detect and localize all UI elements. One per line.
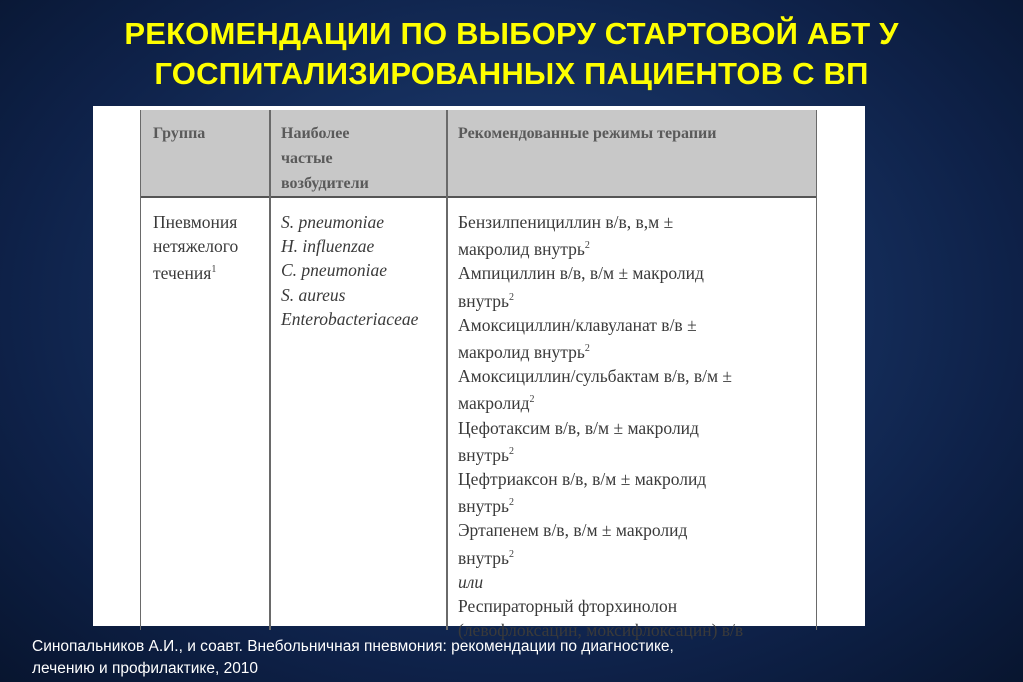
cell-pathogens bbox=[281, 210, 418, 331]
regimen-footnote-mark: 2 bbox=[584, 343, 590, 355]
regimen-line-text: внутрь bbox=[458, 547, 509, 568]
cell-group bbox=[153, 210, 238, 286]
regimen-line bbox=[458, 543, 743, 570]
cell-regimens bbox=[458, 210, 743, 642]
slide-title-line-2: ГОСПИТАЛИЗИРОВАННЫХ ПАЦИЕНТОВ С ВП bbox=[154, 56, 869, 91]
regimen-line-text: внутрь bbox=[458, 290, 509, 311]
pathogen-item: S. pneumoniae bbox=[281, 212, 385, 232]
column-divider bbox=[446, 110, 448, 630]
regimen-line-text: внутрь bbox=[458, 444, 509, 465]
citation-footnote bbox=[32, 636, 992, 680]
regimen-footnote-mark: 2 bbox=[508, 497, 514, 509]
header-regimens bbox=[458, 121, 716, 146]
regimen-footnote-mark: 2 bbox=[508, 548, 514, 560]
regimen-line: Цефотаксим в/в, в/м ± макролид bbox=[458, 417, 699, 438]
pathogen-item: H. influenzae bbox=[281, 236, 375, 257]
regimen-line: Амоксициллин/сульбактам в/в, в/м ± bbox=[458, 366, 733, 387]
slide-title bbox=[0, 14, 1023, 94]
header-group-text: Группа bbox=[153, 125, 206, 142]
pathogen-item: Enterobacteriaceae bbox=[281, 308, 419, 329]
regimen-line-text: макролид bbox=[458, 393, 530, 414]
regimen-line bbox=[458, 440, 743, 467]
regimen-line: Цефтриаксон в/в, в/м ± макролид bbox=[458, 469, 707, 490]
regimen-line bbox=[458, 491, 743, 518]
column-divider bbox=[269, 110, 271, 630]
pathogen-item: S. aureus bbox=[281, 284, 346, 305]
regimen-line: Ампициллин в/в, в/м ± макролид bbox=[458, 263, 704, 284]
regimen-line-or: или bbox=[458, 571, 484, 592]
citation-line-2: лечению и профилактике, 2010 bbox=[32, 660, 259, 677]
regimen-line-text: макролид внутрь bbox=[458, 342, 585, 363]
regimen-line: Респираторный фторхинолон bbox=[458, 596, 678, 617]
group-line-3 bbox=[153, 258, 238, 285]
header-pathogens bbox=[281, 121, 369, 196]
header-regimens-text: Рекомендованные режимы терапии bbox=[458, 125, 717, 142]
header-group bbox=[153, 121, 205, 146]
regimen-line: Амоксициллин/клавуланат в/в ± bbox=[458, 314, 697, 335]
regimen-line: Эртапенем в/в, в/м ± макролид bbox=[458, 520, 688, 541]
regimen-footnote-mark: 2 bbox=[529, 394, 535, 406]
group-line-3-text: течения bbox=[153, 263, 212, 284]
therapy-table bbox=[140, 110, 817, 641]
regimen-line-text: внутрь bbox=[458, 496, 509, 517]
header-pathogens-line-2: частые bbox=[281, 150, 333, 167]
header-pathogens-line-1: Наиболее bbox=[281, 125, 350, 142]
pathogen-item: C. pneumoniae bbox=[281, 260, 387, 281]
regimen-footnote-mark: 2 bbox=[584, 240, 590, 252]
regimen-line bbox=[458, 337, 743, 364]
group-footnote-mark: 1 bbox=[211, 264, 217, 276]
slide-title-line-1: РЕКОМЕНДАЦИИ ПО ВЫБОРУ СТАРТОВОЙ АБТ У bbox=[124, 16, 899, 51]
header-pathogens-line-3: возбудители bbox=[281, 175, 369, 192]
regimen-line bbox=[458, 388, 743, 415]
regimen-line-text: макролид внутрь bbox=[458, 239, 585, 260]
group-line-1: Пневмония bbox=[153, 212, 238, 232]
regimen-line bbox=[458, 286, 743, 313]
table-image bbox=[93, 106, 865, 641]
regimen-footnote-mark: 2 bbox=[508, 445, 514, 457]
group-line-2: нетяжелого bbox=[153, 236, 239, 257]
citation-line-1: Синопальников А.И., и соавт. Внебольничная пневмония: рекомендации по диагностике, bbox=[32, 638, 674, 655]
regimen-line: Бензилпенициллин в/в, в,м ± bbox=[458, 212, 674, 232]
regimen-line bbox=[458, 234, 743, 261]
regimen-line: (левофлоксацин, моксифлоксацин) в/в bbox=[458, 620, 744, 641]
regimen-footnote-mark: 2 bbox=[508, 291, 514, 303]
